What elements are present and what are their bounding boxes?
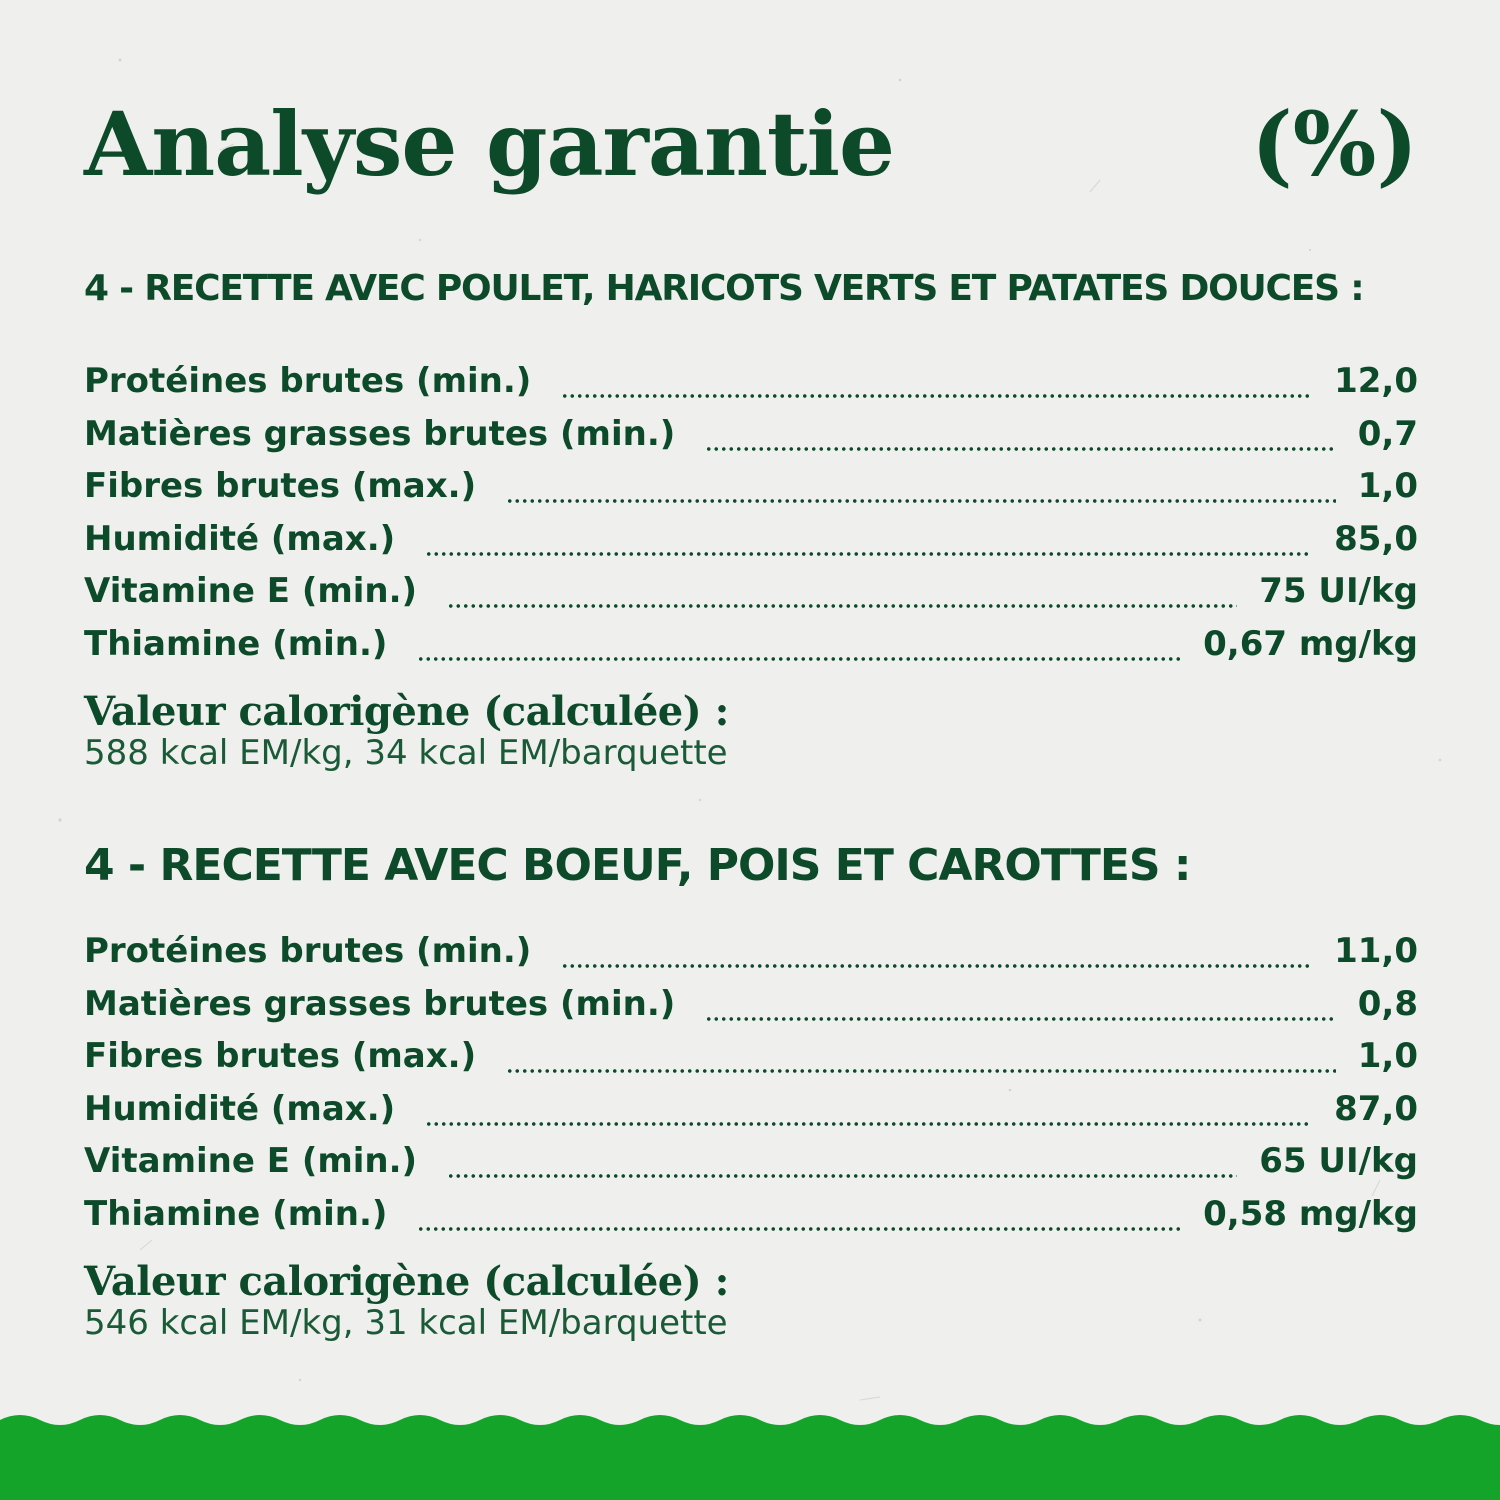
recipe-section-chicken xyxy=(84,268,1418,773)
nutrient-value: 85,0 xyxy=(1334,518,1418,559)
nutrient-label: Fibres brutes (max.) xyxy=(84,466,477,506)
page-title: Analyse garantie xyxy=(84,92,894,196)
dot-leader xyxy=(561,393,1312,399)
nutrient-row xyxy=(84,931,1418,984)
dot-leader xyxy=(506,498,1336,504)
nutrient-label: Matières grasses brutes (min.) xyxy=(84,983,676,1024)
nutrient-row xyxy=(84,624,1418,677)
dot-leader xyxy=(417,656,1181,662)
nutrient-row xyxy=(84,571,1418,624)
nutrient-row xyxy=(84,414,1418,467)
nutrient-label: Humidité (max.) xyxy=(84,518,396,559)
nutrient-value: 0,7 xyxy=(1357,413,1418,454)
nutrient-row xyxy=(84,1036,1418,1089)
nutrient-value: 1,0 xyxy=(1357,1036,1418,1076)
nutrient-label: Thiamine (min.) xyxy=(84,623,388,664)
nutrient-value: 75 UI/kg xyxy=(1259,571,1418,611)
nutrient-value: 0,67 mg/kg xyxy=(1203,623,1418,664)
nutrient-label: Protéines brutes (min.) xyxy=(84,361,532,401)
nutrient-value: 0,58 mg/kg xyxy=(1203,1193,1418,1234)
green-wave-footer xyxy=(0,1410,1500,1500)
unit-label: (%) xyxy=(1251,92,1418,196)
dot-leader xyxy=(705,446,1335,452)
dot-leader xyxy=(425,1121,1312,1127)
dot-leader xyxy=(447,603,1237,609)
nutrient-value: 87,0 xyxy=(1334,1088,1418,1129)
nutrient-row xyxy=(84,466,1418,519)
nutrient-value: 0,8 xyxy=(1357,983,1418,1024)
calorie-value: 546 kcal EM/kg, 31 kcal EM/barquette xyxy=(84,1303,728,1343)
nutrient-row xyxy=(84,1089,1418,1142)
dot-leader xyxy=(447,1173,1237,1179)
section-heading: 4 - RECETTE AVEC BOEUF, POIS ET CAROTTES : xyxy=(84,840,1191,891)
calorie-label: Valeur calorigène (calculée) : xyxy=(84,1258,729,1305)
nutrient-label: Vitamine E (min.) xyxy=(84,571,418,611)
dot-leader xyxy=(561,963,1312,969)
section-heading: 4 - RECETTE AVEC POULET, HARICOTS VERTS ET PATATES DOUCES : xyxy=(84,268,1364,309)
nutrient-row xyxy=(84,984,1418,1037)
nutrient-label: Vitamine E (min.) xyxy=(84,1141,418,1181)
nutrient-label: Matières grasses brutes (min.) xyxy=(84,413,676,454)
nutrient-label: Humidité (max.) xyxy=(84,1088,396,1129)
dot-leader xyxy=(705,1016,1335,1022)
nutrient-row xyxy=(84,519,1418,572)
calorie-value: 588 kcal EM/kg, 34 kcal EM/barquette xyxy=(84,733,728,773)
dot-leader xyxy=(425,551,1312,557)
nutrient-value: 1,0 xyxy=(1357,466,1418,506)
nutrient-row xyxy=(84,361,1418,414)
nutrient-row xyxy=(84,1141,1418,1194)
dot-leader xyxy=(506,1068,1336,1074)
nutrient-value: 12,0 xyxy=(1334,361,1418,401)
nutrient-list xyxy=(84,931,1418,1246)
nutrient-label: Thiamine (min.) xyxy=(84,1193,388,1234)
title-row xyxy=(84,92,1418,202)
nutrient-list xyxy=(84,361,1418,676)
nutrient-value: 11,0 xyxy=(1334,931,1418,971)
nutrient-label: Fibres brutes (max.) xyxy=(84,1036,477,1076)
nutrient-value: 65 UI/kg xyxy=(1259,1141,1418,1181)
nutrient-row xyxy=(84,1194,1418,1247)
nutrient-label: Protéines brutes (min.) xyxy=(84,931,532,971)
calorie-label: Valeur calorigène (calculée) : xyxy=(84,688,729,735)
dot-leader xyxy=(417,1226,1181,1232)
recipe-section-beef xyxy=(84,840,1418,1343)
